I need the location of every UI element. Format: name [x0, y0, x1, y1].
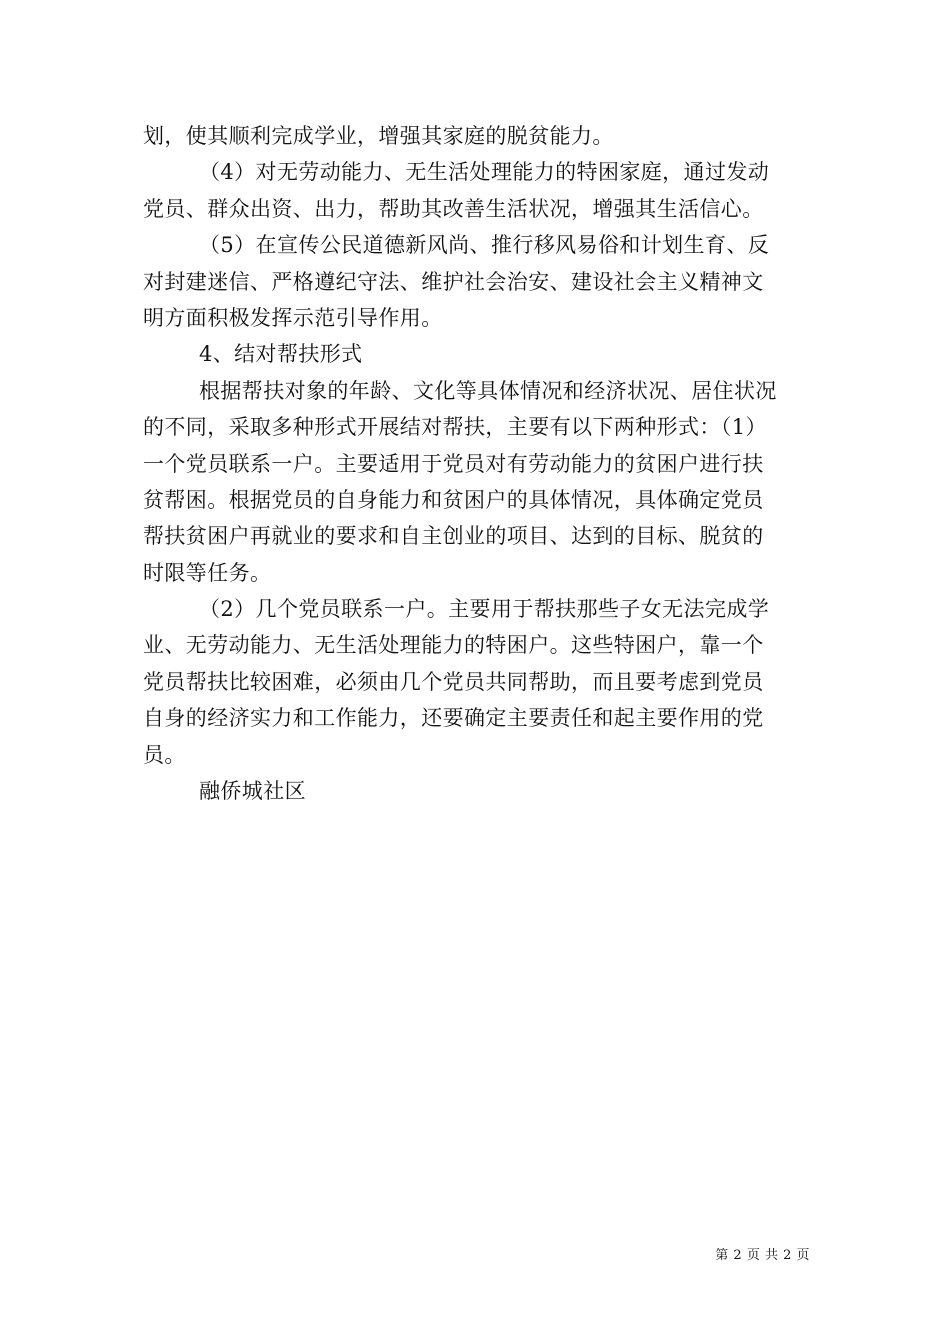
page-number: 第 2 页 共 2 页	[715, 1248, 810, 1263]
text-line: 一个党员联系一户。主要适用于党员对有劳动能力的贫困户进行扶	[143, 451, 764, 476]
text-line: （5）在宣传公民道德新风尚、推行移风易俗和计划生育、反	[199, 233, 770, 258]
text-line: 业、无劳动能力、无生活处理能力的特困户。这些特困户，靠一个	[143, 633, 764, 658]
text-line: 明方面积极发挥示范引导作用。	[143, 305, 443, 330]
text-line: 员。	[143, 742, 186, 767]
text-line: 党员帮扶比较困难，必须由几个党员共同帮助，而且要考虑到党员	[143, 669, 764, 694]
text-line: 根据帮扶对象的年龄、文化等具体情况和经济状况、居住状况	[199, 378, 777, 403]
text-line: 党员、群众出资、出力，帮助其改善生活状况，增强其生活信心。	[143, 196, 764, 221]
text-line: （4）对无劳动能力、无生活处理能力的特困家庭，通过发动	[199, 160, 770, 185]
text-line: 贫帮困。根据党员的自身能力和贫困户的具体情况，具体确定党员	[143, 487, 764, 512]
section-heading: 4、结对帮扶形式	[199, 342, 363, 367]
text-line: 划，使其顺利完成学业，增强其家庭的脱贫能力。	[143, 124, 614, 148]
text-line: 帮扶贫困户再就业的要求和自主创业的项目、达到的目标、脱贫的	[143, 524, 764, 549]
text-line: 对封建迷信、严格遵纪守法、维护社会治安、建设社会主义精神文	[143, 269, 764, 294]
text-line: 自身的经济实力和工作能力，还要确定主要责任和起主要作用的党	[143, 706, 764, 731]
text-line: 的不同，采取多种形式开展结对帮扶，主要有以下两种形式：（1）	[143, 415, 767, 440]
document-body	[143, 118, 809, 809]
text-line: （2）几个党员联系一户。主要用于帮扶那些子女无法完成学	[199, 597, 770, 622]
signature-line: 融侨城社区	[199, 779, 306, 804]
text-line: 时限等任务。	[143, 560, 272, 585]
